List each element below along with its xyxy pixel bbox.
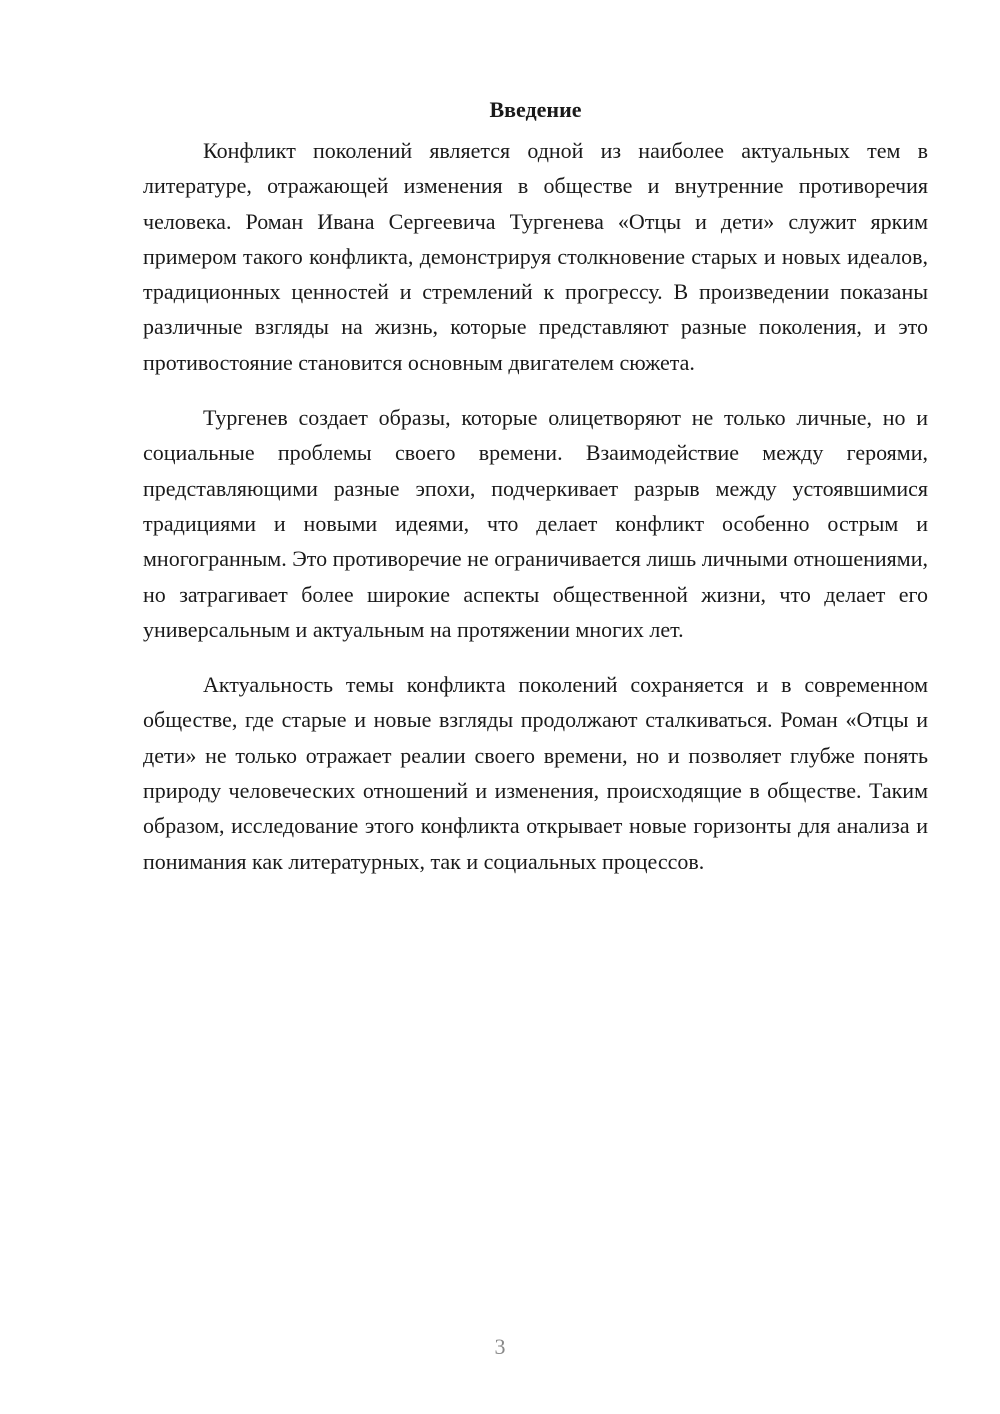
paragraph-2: Тургенев создает образы, которые олицетворяют не только личные, но и социальные проблемы своего времени. Взаимодействие между героями, представляющими разные эпохи, подчеркивает разрыв между устоявшимися традициями и новыми идеями, что делает конфликт особенно острым и многогранным. Это противоречие не ограничивается лишь личными отношениями, но затрагивает более широкие аспекты общественной жизни, что делает его универсальным и актуальным на протяжении многих лет.	[143, 405, 928, 642]
paragraph-1: Конфликт поколений является одной из наиболее актуальных тем в литературе, отражающей изменения в обществе и внутренние противоречия человека. Роман Ивана Сергеевича Тургенева «Отцы и дети» служит ярким примером такого конфликта, демонстрируя столкновение старых и новых идеалов, традиционных ценностей и стремлений к прогрессу. В произведении показаны различные взгляды на жизнь, которые представляют разные поколения, и это противостояние становится основным двигателем сюжета.	[143, 138, 928, 375]
paragraph-3: Актуальность темы конфликта поколений сохраняется и в современном обществе, где старые и новые взгляды продолжают сталкиваться. Роман «Отцы и дети» не только отражает реалии своего времени, но и позволяет глубже понять природу человеческих отношений и изменения, происходящие в обществе. Таким образом, исследование этого конфликта открывает новые горизонты для анализа и понимания как литературных, так и социальных процессов.	[143, 672, 928, 874]
section-heading: Введение	[489, 97, 582, 122]
page-number: 3	[494, 1334, 506, 1359]
page-content	[143, 92, 928, 899]
